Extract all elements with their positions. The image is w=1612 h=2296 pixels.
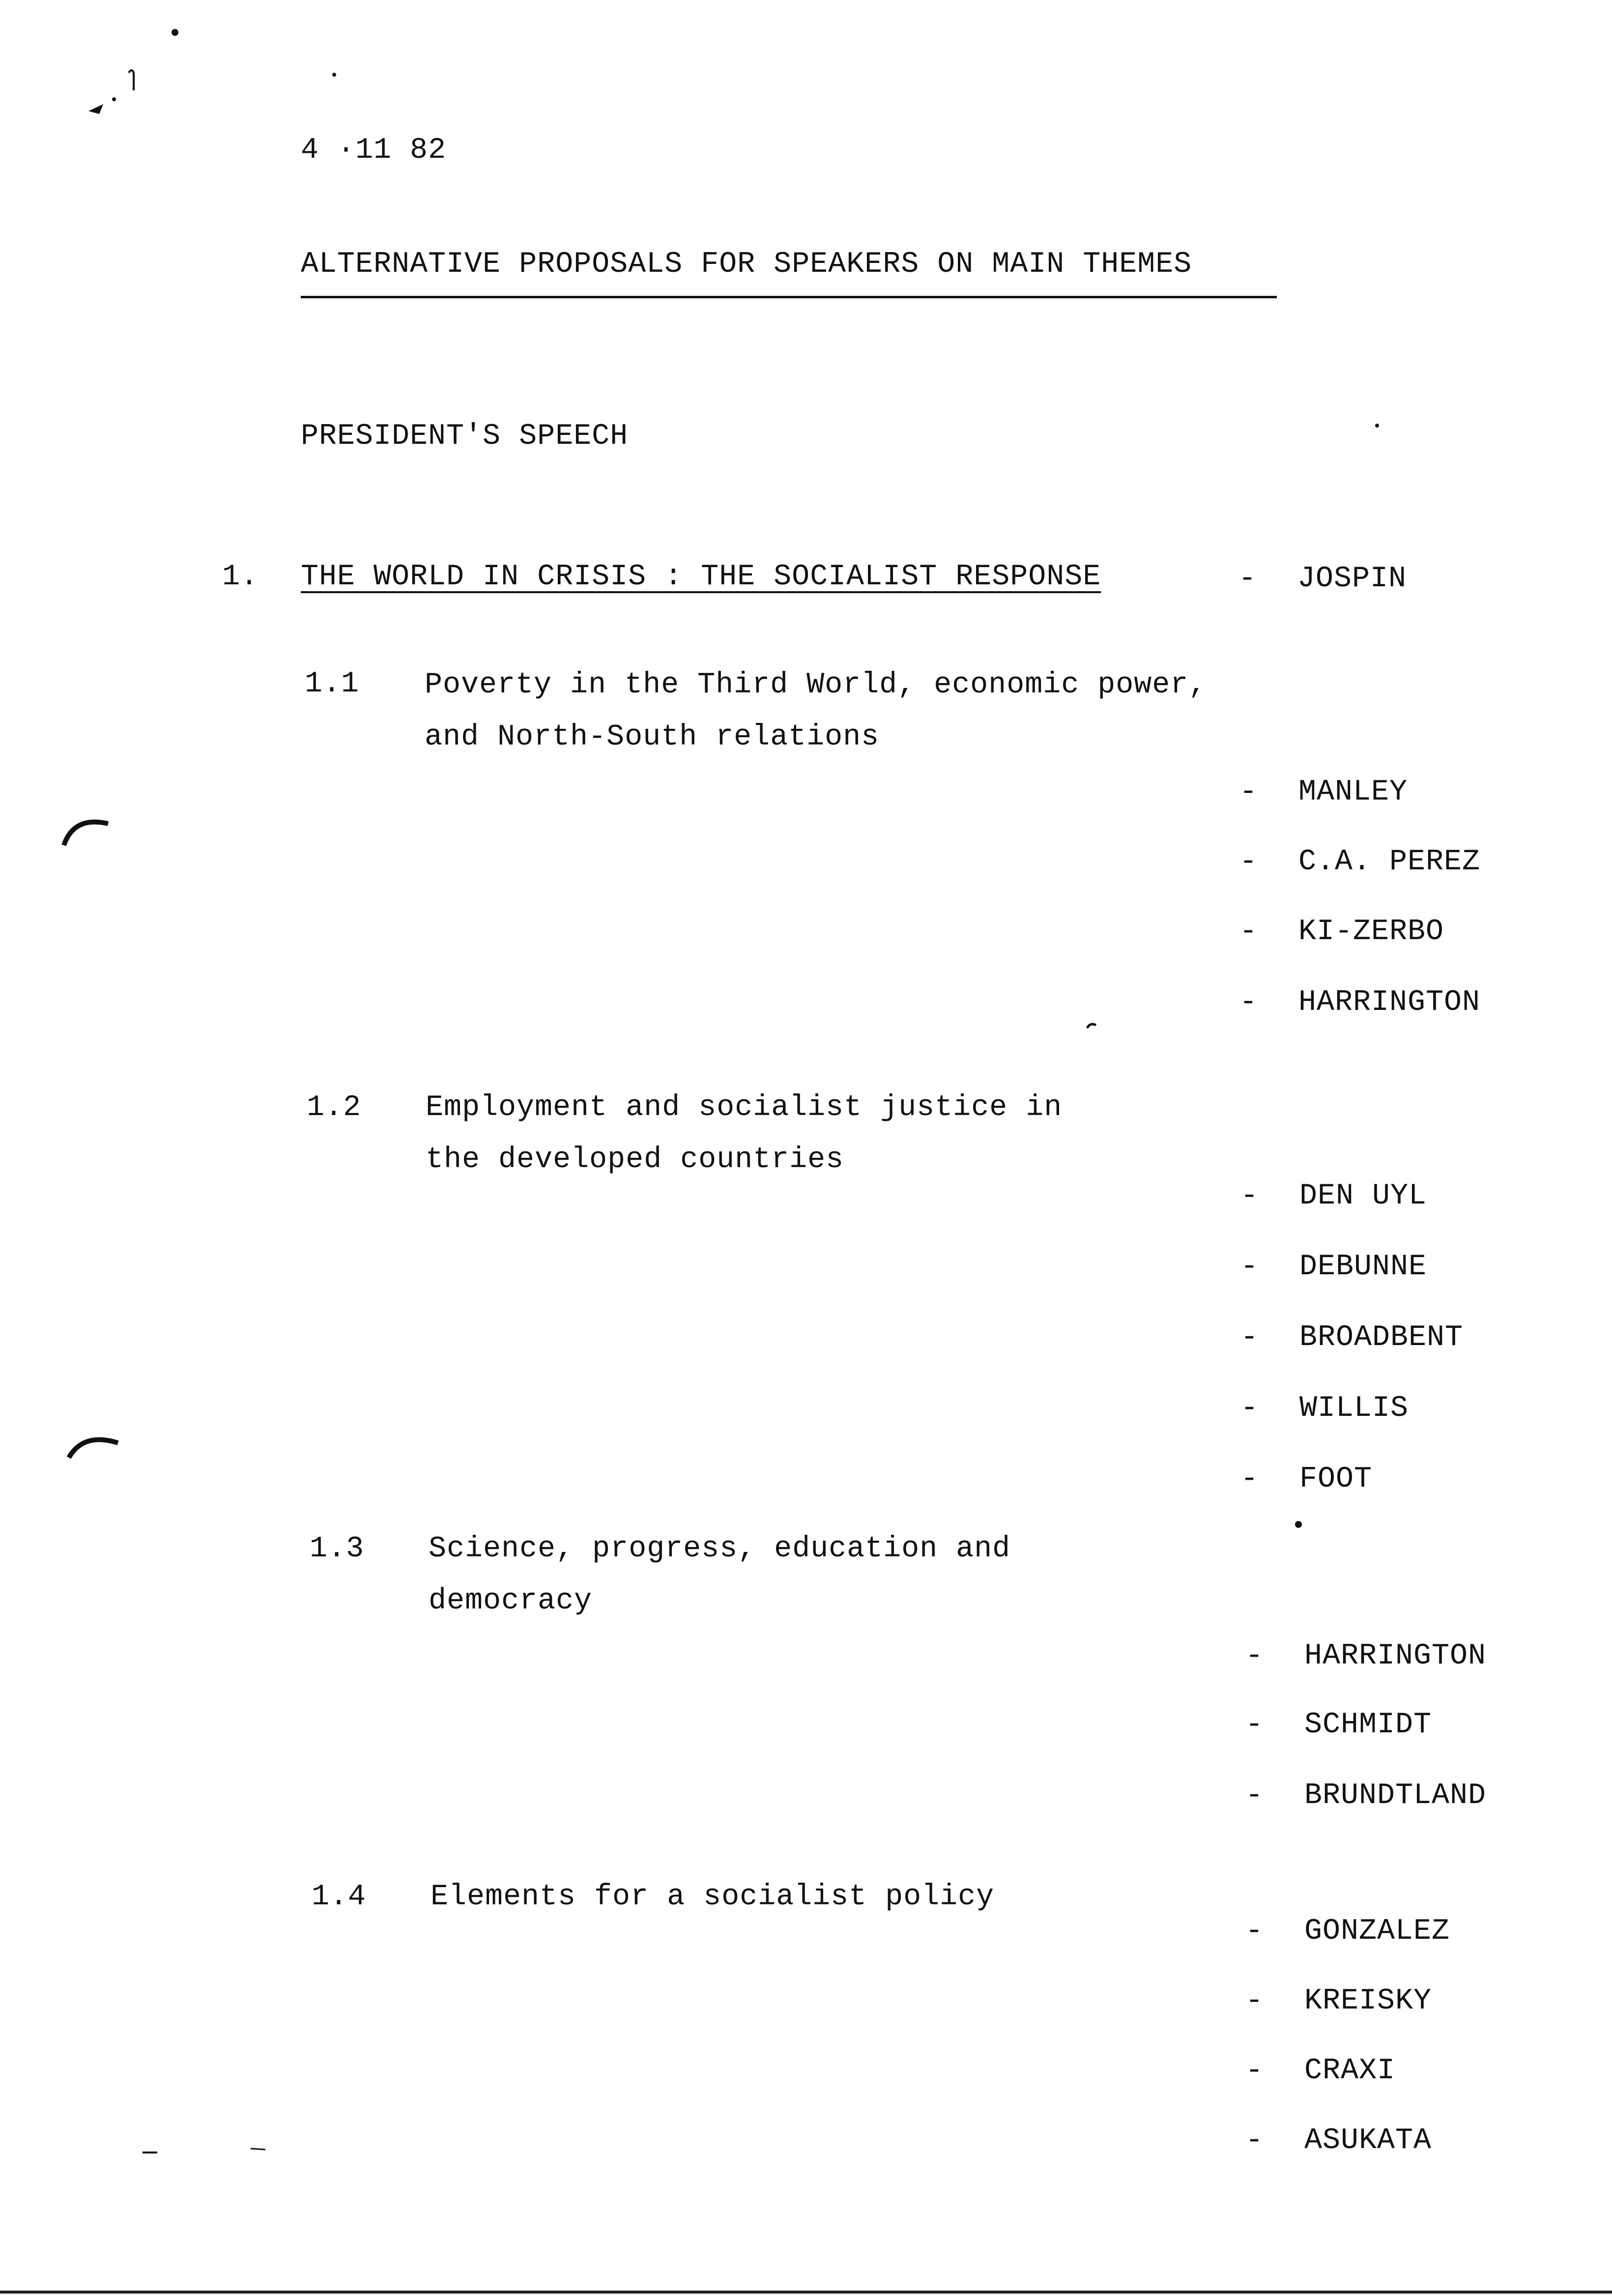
subtheme-title-line1: Employment and socialist justice in — [426, 1091, 1063, 1124]
subtheme-title-line2: and North-South relations — [425, 720, 880, 754]
speaker-item — [1245, 1638, 1589, 1674]
speaker-item — [1239, 775, 1583, 810]
title-underline — [301, 296, 1277, 298]
subtheme-number: 1.3 — [310, 1532, 365, 1566]
speaker-name: HARRINGTON — [1298, 986, 1481, 1019]
speaker-name: GONZALEZ — [1304, 1915, 1450, 1948]
speaker-name: SCHMIDT — [1304, 1708, 1432, 1742]
speaker-dash: - — [1245, 1779, 1264, 1812]
main-theme-title: THE WORLD IN CRISIS : THE SOCIALIST RESPONSE — [301, 560, 1101, 594]
subtheme-title-line2: the developed countries — [426, 1143, 844, 1177]
speaker-name: DEN UYL — [1299, 1179, 1427, 1213]
speaker-dash: - — [1240, 1392, 1259, 1425]
subtheme-number: 1.2 — [307, 1091, 362, 1124]
speaker-dash: - — [1239, 845, 1258, 879]
speaker-dash: - — [1245, 2124, 1264, 2157]
speaker-name: KI-ZERBO — [1298, 915, 1444, 948]
speaker-item — [1239, 914, 1583, 949]
speaker-name: BRUNDTLAND — [1304, 1779, 1487, 1812]
document-date: 4 ·11 82 — [301, 134, 447, 167]
subtheme-number: 1.4 — [312, 1880, 367, 1914]
subtheme-number: 1.1 — [305, 667, 360, 701]
speaker-item — [1245, 1914, 1589, 1949]
speaker-item — [1240, 1178, 1584, 1214]
speaker-name: DEBUNNE — [1299, 1250, 1427, 1284]
speaker-name: WILLIS — [1299, 1392, 1409, 1425]
speaker-dash: - — [1245, 2054, 1264, 2088]
speaker-dash: - — [1245, 1708, 1264, 1742]
subtheme-title-line1: Poverty in the Third World, economic power, — [425, 668, 1207, 702]
speaker-item — [1240, 1462, 1584, 1497]
speaker-item — [1239, 844, 1583, 880]
speaker-item — [1240, 1249, 1584, 1285]
main-theme-number: 1. — [222, 560, 259, 594]
subtheme-title-line2: democracy — [429, 1584, 593, 1618]
speaker-dash: - — [1240, 1179, 1259, 1213]
speaker-item — [1245, 1707, 1589, 1743]
speaker-name: HARRINGTON — [1304, 1639, 1487, 1673]
speaker-item — [1245, 1778, 1589, 1813]
subtheme-title-line1: Elements for a socialist policy — [431, 1880, 995, 1914]
speaker-dash: - — [1245, 1915, 1264, 1948]
speaker-dash: - — [1239, 915, 1258, 948]
speaker-dash: - — [1239, 775, 1258, 809]
speaker-item — [1239, 985, 1583, 1020]
speaker-dash: - — [1245, 1639, 1264, 1673]
speaker-dash: - — [1240, 1250, 1259, 1284]
speaker-item — [1245, 2053, 1589, 2089]
speaker-name: BROADBENT — [1299, 1321, 1464, 1354]
speaker-name: C.A. PEREZ — [1298, 845, 1481, 879]
speaker-dash: - — [1239, 986, 1258, 1019]
president-speech-heading: PRESIDENT'S SPEECH — [301, 420, 629, 453]
speaker-dash: - — [1245, 1984, 1264, 2018]
speaker-name: ASUKATA — [1304, 2124, 1432, 2157]
speaker-name: KREISKY — [1304, 1984, 1432, 2018]
speaker-name: FOOT — [1299, 1463, 1373, 1496]
speaker-item — [1240, 1320, 1584, 1355]
document-title: ALTERNATIVE PROPOSALS FOR SPEAKERS ON MAIN THEMES — [301, 248, 1192, 281]
subtheme-title-line1: Science, progress, education and — [429, 1532, 1011, 1566]
speaker-name: CRAXI — [1304, 2054, 1396, 2088]
speaker-item — [1240, 1391, 1584, 1426]
speaker-item — [1245, 1983, 1589, 2019]
speaker-dash: - — [1240, 1321, 1259, 1354]
speaker-dash: - — [1240, 1463, 1259, 1496]
main-theme-dash: - — [1238, 562, 1257, 596]
speaker-name: MANLEY — [1298, 775, 1408, 809]
speaker-item — [1245, 2123, 1589, 2158]
main-theme-speaker: JOSPIN — [1297, 562, 1407, 596]
